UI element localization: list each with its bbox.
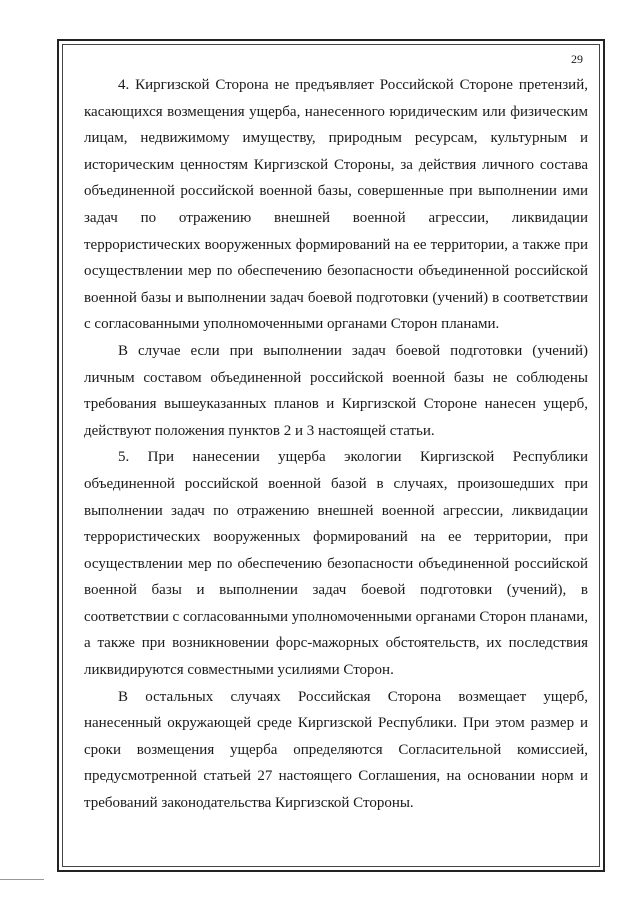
page-number: 29 [571, 52, 583, 66]
paragraph-item-5: 5. При нанесении ущерба экологии Киргизской Республики объединенной российской военной базой в случаях, произошедших при выполнении задач по отражению внешней военной агрессии, ликвидации террористических вооруженных формирований на ее территории, при осуществлении мер по обеспечению безопасности объединенной российской военной базы и выполнении задач боевой подготовки (учений), в соответствии с согласованными уполномоченными органами Сторон планами, а также при возникновении форс-мажорных обстоятельств, их последствия ликвидируются совместными усилиями Сторон. [84, 449, 588, 679]
scan-edge-mark [0, 879, 44, 880]
paragraph-item-4: 4. Киргизской Сторона не предъявляет Российской Стороне претензий, касающихся возмещения ущерба, нанесенного юридическим или физическим лицам, недвижимому имуществу, природным ресурсам, культурным и историческим ценностям Киргизской Стороны, за действия личного состава объединенной российской военной базы, совершенные при выполнении ими задач по отражению внешней военной агрессии, ликвидации террористических вооруженных формирований на ее территории, а также при осуществлении мер по обеспечению безопасности объединенной российской военной базы и выполнении задач боевой подготовки (учений) в соответствии с согласованными уполномоченными органами Сторон планами. [84, 77, 588, 333]
paragraph-other-cases: В остальных случаях Российская Сторона возмещает ущерб, нанесенный окружающей среде Киргизской Республики. При этом размер и сроки возмещения ущерба определяются Согласительной комиссией, предусмотренной статьей 27 настоящего Соглашения, на основании норм и требований законодательства Киргизской Стороны. [84, 688, 588, 812]
document-body [84, 72, 588, 817]
paragraph-training-damage: В случае если при выполнении задач боевой подготовки (учений) личным составом объединенной российской военной базы не соблюдены требования вышеуказанных планов и Киргизской Стороне нанесен ущерб, действуют положения пунктов 2 и 3 настоящей статьи. [84, 342, 588, 439]
